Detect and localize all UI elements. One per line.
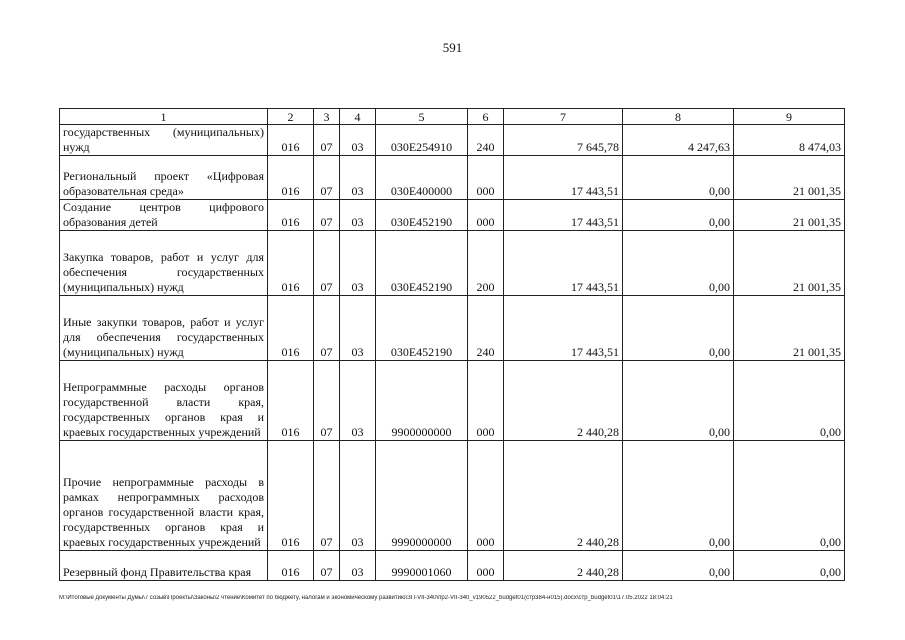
row-cell-c9: 8 474,03 <box>734 125 845 156</box>
row-cell-c8: 0,00 <box>623 361 734 441</box>
row-cell-c7: 2 440,28 <box>504 361 623 441</box>
row-cell-c4: 03 <box>340 200 376 231</box>
row-cell-c6: 000 <box>468 441 504 551</box>
row-cell-c4: 03 <box>340 551 376 581</box>
row-cell-c7: 2 440,28 <box>504 551 623 581</box>
row-cell-c8: 0,00 <box>623 296 734 361</box>
row-cell-c8: 4 247,63 <box>623 125 734 156</box>
row-cell-c8: 0,00 <box>623 156 734 200</box>
row-cell-c3: 07 <box>314 125 340 156</box>
table-row <box>60 296 845 361</box>
row-cell-c2: 016 <box>268 361 314 441</box>
row-name-cell: Непрограммные расходы органов государственной власти края, государственных органов края и краевых государственных учреждений <box>60 361 268 441</box>
column-header: 8 <box>623 109 734 125</box>
row-cell-c2: 016 <box>268 125 314 156</box>
table-row <box>60 125 845 156</box>
column-header: 3 <box>314 109 340 125</box>
row-cell-c3: 07 <box>314 231 340 296</box>
row-cell-c6: 240 <box>468 296 504 361</box>
row-cell-c6: 200 <box>468 231 504 296</box>
row-name-cell: Создание центров цифрового образования детей <box>60 200 268 231</box>
row-cell-c4: 03 <box>340 441 376 551</box>
row-cell-c4: 03 <box>340 125 376 156</box>
table-row <box>60 361 845 441</box>
table-row <box>60 551 845 581</box>
column-header: 6 <box>468 109 504 125</box>
row-cell-c7: 2 440,28 <box>504 441 623 551</box>
row-cell-c3: 07 <box>314 156 340 200</box>
row-name-cell: Резервный фонд Правительства края <box>60 551 268 581</box>
row-cell-c2: 016 <box>268 200 314 231</box>
row-cell-c8: 0,00 <box>623 231 734 296</box>
row-cell-c7: 17 443,51 <box>504 231 623 296</box>
row-cell-c9: 0,00 <box>734 551 845 581</box>
row-cell-c3: 07 <box>314 200 340 231</box>
row-name-cell: Региональный проект «Цифровая образовательная среда» <box>60 156 268 200</box>
table-body <box>60 125 845 581</box>
row-cell-c9: 0,00 <box>734 441 845 551</box>
row-cell-c4: 03 <box>340 296 376 361</box>
table-row <box>60 231 845 296</box>
row-name-cell: Закупка товаров, работ и услуг для обеспечения государственных (муниципальных) нужд <box>60 231 268 296</box>
budget-table <box>59 108 845 581</box>
row-cell-c5: 030E400000 <box>376 156 468 200</box>
row-cell-c2: 016 <box>268 551 314 581</box>
row-cell-c2: 016 <box>268 231 314 296</box>
table-row <box>60 441 845 551</box>
row-cell-c5: 9990001060 <box>376 551 468 581</box>
row-cell-c3: 07 <box>314 441 340 551</box>
column-header: 9 <box>734 109 845 125</box>
row-cell-c9: 21 001,35 <box>734 231 845 296</box>
table-row <box>60 200 845 231</box>
column-header: 1 <box>60 109 268 125</box>
row-name-cell: Иные закупки товаров, работ и услуг для обеспечения государственных (муниципальных) нужд <box>60 296 268 361</box>
column-header: 4 <box>340 109 376 125</box>
row-cell-c2: 016 <box>268 156 314 200</box>
row-cell-c9: 21 001,35 <box>734 200 845 231</box>
row-cell-c8: 0,00 <box>623 200 734 231</box>
table-header-row <box>60 109 845 125</box>
page-number: 591 <box>442 40 463 55</box>
row-cell-c3: 07 <box>314 361 340 441</box>
row-cell-c5: 9990000000 <box>376 441 468 551</box>
row-cell-c5: 030E452190 <box>376 200 468 231</box>
row-cell-c7: 17 443,51 <box>504 156 623 200</box>
column-header: 2 <box>268 109 314 125</box>
row-cell-c7: 17 443,51 <box>504 296 623 361</box>
table-row <box>60 156 845 200</box>
row-cell-c2: 016 <box>268 441 314 551</box>
row-cell-c4: 03 <box>340 231 376 296</box>
row-name-cell: государственных (муниципальных) нужд <box>60 125 268 156</box>
row-cell-c8: 0,00 <box>623 441 734 551</box>
row-cell-c3: 07 <box>314 296 340 361</box>
row-cell-c6: 000 <box>468 361 504 441</box>
row-cell-c6: 000 <box>468 551 504 581</box>
row-cell-c5: 030E452190 <box>376 296 468 361</box>
row-cell-c2: 016 <box>268 296 314 361</box>
row-cell-c8: 0,00 <box>623 551 734 581</box>
row-name-cell: Прочие непрограммные расходы в рамках непрограммных расходов органов государственной власти края, государственных органов края и краевых государственных учреждений <box>60 441 268 551</box>
row-cell-c7: 7 645,78 <box>504 125 623 156</box>
row-cell-c3: 07 <box>314 551 340 581</box>
row-cell-c4: 03 <box>340 156 376 200</box>
row-cell-c5: 9900000000 <box>376 361 468 441</box>
row-cell-c9: 0,00 <box>734 361 845 441</box>
row-cell-c6: 000 <box>468 156 504 200</box>
row-cell-c5: 030E254910 <box>376 125 468 156</box>
row-cell-c6: 000 <box>468 200 504 231</box>
row-cell-c7: 17 443,51 <box>504 200 623 231</box>
row-cell-c5: 030E452190 <box>376 231 468 296</box>
footer-file-path: M:\Итоговые документы Думы\7 созыв\Проекты\Законы\2 чтение\Комитет по бюджету, налогам и экономическому развитию\ЗП-VII-340\пр2-VII-340_v190522_budget01(стр384-н015).docx\стр_budget01\17.05.2022 18:04:21 <box>59 595 673 601</box>
row-cell-c9: 21 001,35 <box>734 156 845 200</box>
row-cell-c4: 03 <box>340 361 376 441</box>
column-header: 5 <box>376 109 468 125</box>
row-cell-c9: 21 001,35 <box>734 296 845 361</box>
column-header: 7 <box>504 109 623 125</box>
row-cell-c6: 240 <box>468 125 504 156</box>
